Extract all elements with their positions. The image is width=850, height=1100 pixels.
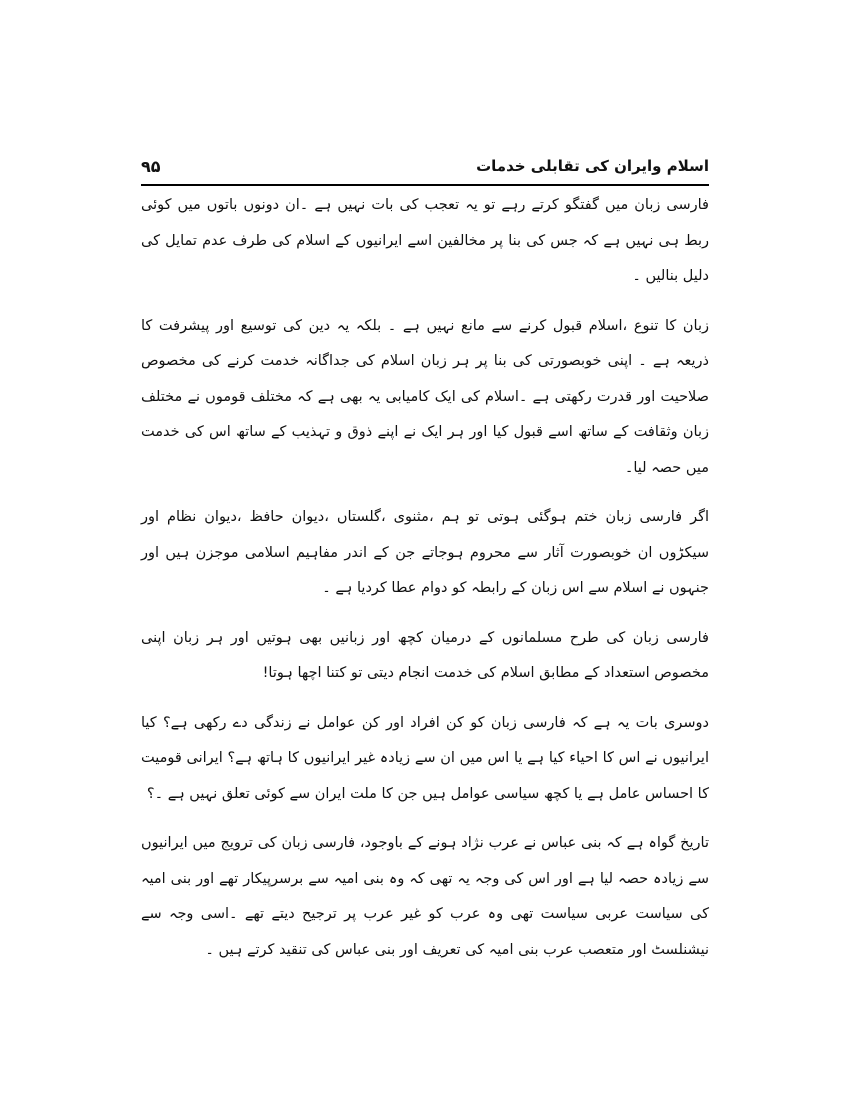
paragraph-1: فارسی زبان میں گفتگو کرتے رہے تو یہ تعجب کی بات نہیں ہے ۔ان دونوں باتوں میں کوئی ربط ہی نہیں ہے کہ جس کی بنا پر مخالفین اسے ایرانیوں کے اسلام کی طرف عدم تمایل کی دلیل بنالیں ۔ [141,197,709,284]
page-header [141,155,709,185]
page-number: ۹۵ [141,157,161,176]
paragraph-2: زبان کا تنوع ،اسلام قبول کرنے سے مانع نہیں ہے ۔ بلکہ یہ دین کی توسیع اور پیشرفت کا ذریعہ ہے ۔ اپنی خوبصورتی کی بنا پر ہر زبان اسلام کی جداگانہ خدمت کرنے کی مخصوص صلاحیت اور قدرت رکھتی ہے ۔اسلام کی ایک کامیابی یہ بھی ہے کہ مختلف قوموں نے مختلف زبان وثقافت کے ساتھ اسے قبول کیا اور ہر ایک نے اپنے ذوق و تہذیب کے ساتھ اس کی خدمت میں حصہ لیا۔ [141,317,709,476]
paragraph-3: اگر فارسی زبان ختم ہوگئی ہوتی تو ہم ،مثنوی ،گلستاں ،دیوان حافظ ،دیوان نظام اور سیکڑوں ان خوبصورت آثار سے محروم ہوجاتے جن کے اندر مفاہیم اسلامی موجزن ہیں اور جنہوں نے اسلام سے اس زبان کے رابطہ کو دوام عطا کردیا ہے ۔ [141,509,709,596]
header-divider [141,184,709,186]
paragraph-6: تاریخ گواہ ہے کہ بنی عباس نے عرب نژاد ہونے کے باوجود، فارسی زبان کی ترویج میں ایرانیوں سے زیادہ حصہ لیا ہے اور اس کی وجہ یہ تھی کہ وہ بنی امیہ سے برسرپیکار تھے اور بنی امیہ کی سیاست عربی سیاست تھی وہ عرب کو غیر عرب پر ترجیح دیتے تھے ۔اسی وجہ سے نیشنلسٹ اور متعصب عرب بنی امیہ کی تعریف اور بنی عباس کی تنقید کرتے ہیں ۔ [141,835,709,958]
paragraph-5: دوسری بات یہ ہے کہ فارسی زبان کو کن افراد اور کن عوامل نے زندگی دے رکھی ہے؟ کیا ایرانیوں نے اس کا احیاء کیا ہے یا اس میں ان سے زیادہ غیر ایرانیوں کا ہاتھ ہے؟ ایرانی قومیت کا احساس عامل ہے یا کچھ سیاسی عوامل ہیں جن کا ملت ایران سے کوئی تعلق نہیں ہے ۔؟ [141,714,709,802]
body-text [141,188,709,982]
running-title: اسلام وایران کی تقابلی خدمات [476,157,709,175]
paragraph-4: فارسی زبان کی طرح مسلمانوں کے درمیان کچھ اور زبانیں بھی ہوتیں اور ہر زبان اپنی مخصوص استعداد کے مطابق اسلام کی خدمت انجام دیتی تو کتنا اچھا ہوتا! [141,629,709,681]
